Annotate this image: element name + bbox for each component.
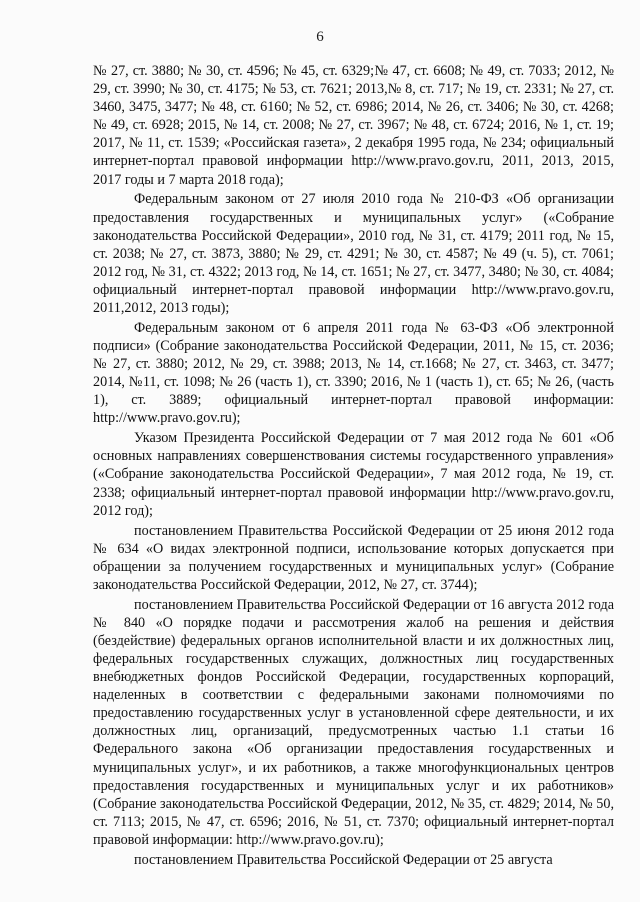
document-body bbox=[93, 62, 614, 869]
paragraph-presidential-decree-601: Указом Президента Российской Федерации от 7 мая 2012 года № 601 «Об основных направлениях совершенствования системы государственного управления» («Собрание законодательства Российской Федерации», 7 мая 2012 года, № 19, ст. 2338; официальный интернет-портал правовой информации http://www.pravo.gov.ru, 2012 год); bbox=[93, 430, 614, 519]
paragraph-government-resolution-634: постановлением Правительства Российской Федерации от 25 июня 2012 года № 634 «О видах электронной подписи, использование которых допускается при обращении за получением государственных и муниципальных услуг» (Собрание законодательства Российской Федерации, 2012, № 27, ст. 3744); bbox=[93, 522, 614, 593]
paragraph-federal-law-210: Федеральным законом от 27 июля 2010 года № 210-ФЗ «Об организации предоставления государственных и муниципальных услуг» («Собрание законодательства Российской Федерации», 2010 год, № 31, ст. 4179; 2011 год, № 15, ст. 2038; № 27, ст. 3873, 3880; № 29, ст. 4291; № 30, ст. 4587; № 49 (ч. 5), ст. 7061; 2012 год, № 31, ст. 4322; 2013 год, № 14, ст. 1651; № 27, ст. 3477, 3480; № 30, ст. 4084; официальный интернет-портал правовой информации http://www.pravo.gov.ru, 2011,2012, 2013 годы); bbox=[93, 191, 614, 317]
paragraph-federal-law-63: Федеральным законом от 6 апреля 2011 года № 63-ФЗ «Об электронной подписи» (Собрание законодательства Российской Федерации, 2011, № 15, ст. 2036; № 27, ст. 3880; 2012, № 29, ст. 3988; 2013, № 14, ст.1668; № 27, ст. 3463, ст. 3477; 2014, №11, ст. 1098; № 26 (часть 1), ст. 3390; 2016, № 1 (часть 1), ст. 65; № 26, (часть 1), ст. 3889; официальный интернет-портал правовой информации: http://www.pravo.gov.ru); bbox=[93, 319, 614, 427]
paragraph-government-resolution-august-25: постановлением Правительства Российской Федерации от 25 августа bbox=[134, 851, 553, 868]
paragraph-legal-citations-continued: № 27, ст. 3880; № 30, ст. 4596; № 45, ст. 6329;№ 47, ст. 6608; № 49, ст. 7033; 2012, № 29, ст. 3990; № 30, ст. 4175; № 53, ст. 7621; 2013,№ 8, ст. 717; № 19, ст. 2331; № 27, ст. 3460, 3475, 3477; № 48, ст. 6160; № 52, ст. 6986; 2014, № 26, ст. 3406; № 30, ст. 4268; № 49, ст. 6928; 2015, № 14, ст. 2008; № 27, ст. 3967; № 48, ст. 6724; 2016, № 1, ст. 19; 2017, № 11, ст. 1539; «Российская газета», 2 декабря 1995 года, № 234; официальный интернет-портал правовой информации http://www.pravo.gov.ru, 2011, 2013, 2015, 2017 годы и 7 марта 2018 года); bbox=[93, 63, 614, 188]
paragraph-government-resolution-840: постановлением Правительства Российской Федерации от 16 августа 2012 года № 840 «О порядке подачи и рассмотрения жалоб на решения и действия (бездействие) федеральных органов исполнительной власти и их должностных лиц, федеральных государственных служащих, должностных лиц государственных внебюджетных фондов Российской Федерации, государственных корпораций, наделенных в соответствии с федеральными законами полномочиями по предоставлению государственных услуг в установленной сфере деятельности, и их должностных лиц, организаций, предусмотренных частью 1.1 статьи 16 Федерального закона «Об организации предоставления государственных и муниципальных услуг», и их работников, а также многофункциональных центров предоставления государственных и муниципальных услуг и их работников» (Собрание законодательства Российской Федерации, 2012, № 35, ст. 4829; 2014, № 50, ст. 7113; 2015, № 47, ст. 6596; 2016, № 51, ст. 7370; официальный интернет-портал правовой информации: http://www.pravo.gov.ru); bbox=[93, 596, 614, 848]
page-number: 6 bbox=[316, 29, 324, 45]
